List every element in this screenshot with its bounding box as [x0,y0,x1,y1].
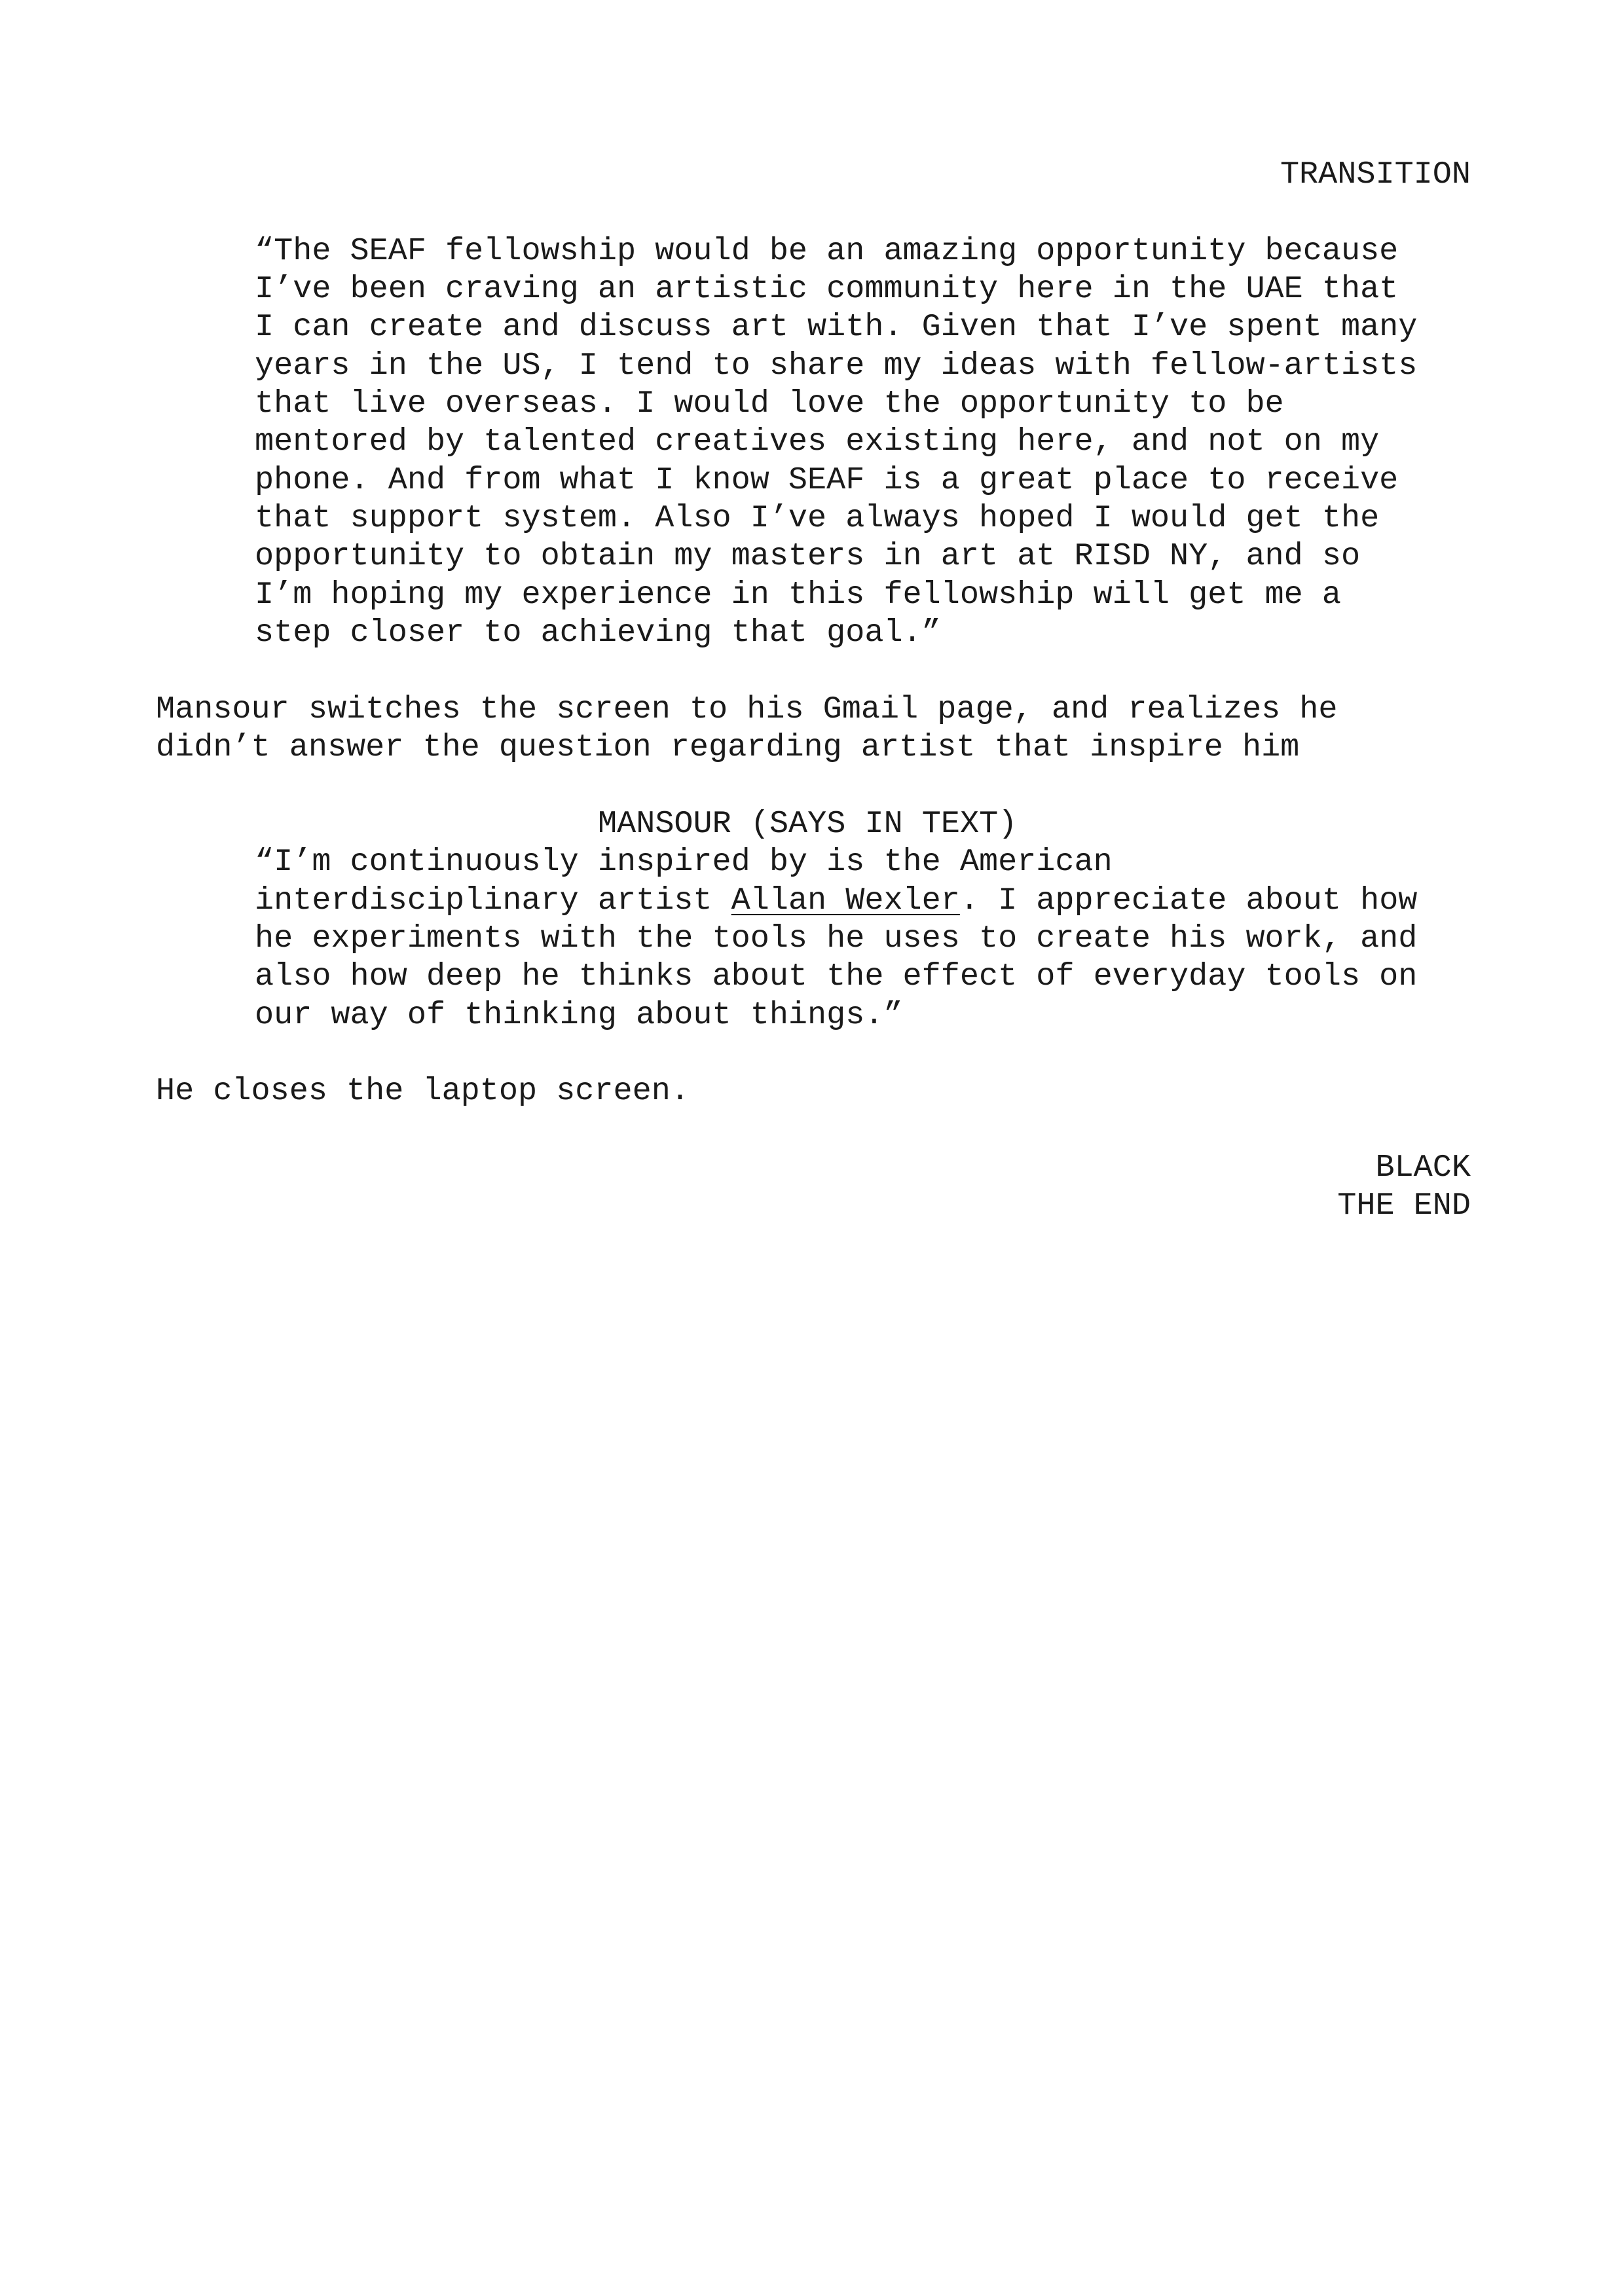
dialogue-text: . I appreciate about how [959,883,1418,919]
dialogue-line: our way of thinking about things.” [255,997,903,1033]
action-line: didn’t answer the question regarding artist that inspire him [156,729,1300,765]
character-cue: MANSOUR (SAYS IN TEXT) [598,806,1018,842]
dialogue-line: opportunity to obtain my masters in art at RISD NY, and so [255,538,1361,574]
dialogue-line: I can create and discuss art with. Given that I’ve spent many [255,309,1418,345]
dialogue-line: “I’m continuously inspired by is the American [255,844,1113,880]
action-line: Mansour switches the screen to his Gmail page, and realizes he [156,691,1338,727]
dialogue-line: that support system. Also I’ve always hoped I would get the [255,500,1380,536]
the-end: THE END [1337,1188,1471,1224]
dialogue-line: mentored by talented creatives existing here, and not on my [255,424,1380,460]
dialogue-line [255,882,1417,920]
transition-heading: TRANSITION [1280,156,1471,192]
artist-name-link[interactable]: Allan Wexler [731,883,960,919]
dialogue-line: step closer to achieving that goal.” [255,615,941,651]
dialogue-line: that live overseas. I would love the opportunity to be [255,386,1284,422]
dialogue-line: years in the US, I tend to share my ideas with fellow-artists [255,348,1418,384]
dialogue-line: also how deep he thinks about the effect of everyday tools on [255,958,1418,994]
dialogue-line: “The SEAF fellowship would be an amazing opportunity because [255,233,1399,269]
dialogue-text: interdisciplinary artist [255,883,731,919]
dialogue-line: phone. And from what I know SEAF is a great place to receive [255,462,1399,498]
transition-black: BLACK [1375,1150,1471,1186]
dialogue-line: I’m hoping my experience in this fellowship will get me a [255,577,1341,613]
dialogue-line: he experiments with the tools he uses to create his work, and [255,920,1418,957]
dialogue-line: I’ve been craving an artistic community here in the UAE that [255,271,1399,307]
action-line-closes-laptop: He closes the laptop screen. [156,1073,690,1109]
